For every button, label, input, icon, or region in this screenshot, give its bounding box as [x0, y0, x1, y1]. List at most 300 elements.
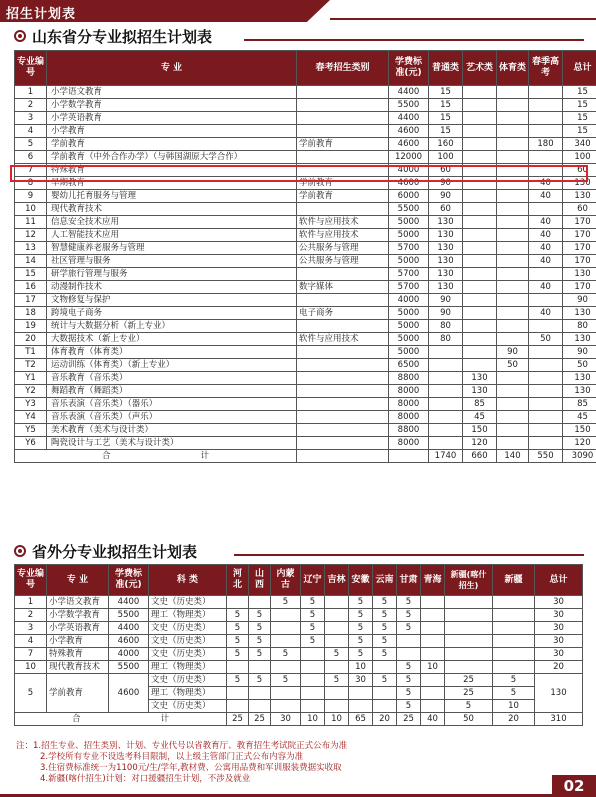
table-cell: 理工（物理类） [149, 661, 227, 674]
table-cell [421, 635, 445, 648]
table-cell [249, 687, 271, 700]
table-cell [373, 687, 397, 700]
note-line: 3.住宿费标准统一为1100元/生/学年,教材费、公寓用品费和军训服装费据实收取 [40, 763, 342, 773]
table-cell [325, 622, 349, 635]
table-cell: 15 [563, 125, 596, 138]
table-cell: 10 [15, 661, 47, 674]
table-cell [271, 609, 301, 622]
table-row [15, 242, 596, 255]
table-cell: 学前教育 [47, 138, 297, 151]
table-cell: 5 [373, 674, 397, 687]
col-header: 春考招生类别 [297, 51, 389, 86]
table-cell: 5 [397, 661, 421, 674]
table-cell: 170 [563, 216, 596, 229]
table-cell: 25 [445, 674, 493, 687]
table-cell [429, 411, 463, 424]
table-cell: 5 [271, 674, 301, 687]
table-cell [429, 385, 463, 398]
table-cell [529, 268, 563, 281]
table-cell: 小学数学教育 [47, 99, 297, 112]
table-row [15, 398, 596, 411]
table-cell [297, 372, 389, 385]
table-cell [529, 346, 563, 359]
table-row [15, 151, 596, 164]
table-cell: 社区管理与服务 [47, 255, 297, 268]
table-cell: 8000 [389, 398, 429, 411]
table-cell: 40 [529, 177, 563, 190]
table-cell: 170 [563, 229, 596, 242]
table-cell: 7 [15, 164, 47, 177]
table-row [15, 138, 596, 151]
table-cell [445, 596, 493, 609]
table-cell: 1 [15, 86, 47, 99]
table-cell [497, 229, 529, 242]
table-cell: 4 [15, 125, 47, 138]
table-cell: 5 [373, 596, 397, 609]
table-cell [529, 424, 563, 437]
table-cell: 40 [529, 307, 563, 320]
table-cell [497, 112, 529, 125]
table-cell [497, 190, 529, 203]
table-cell [271, 700, 301, 713]
col-header: 春季高考 [529, 51, 563, 86]
table-cell: 特殊教育 [47, 164, 297, 177]
table-cell: 130 [429, 281, 463, 294]
table-cell [497, 333, 529, 346]
table-cell: 5 [325, 648, 349, 661]
total-art: 660 [463, 450, 497, 463]
out-of-province-plan-table [14, 564, 583, 726]
table-cell: 信息安全技术应用 [47, 216, 297, 229]
table-cell: 4600 [109, 635, 149, 648]
table-cell: 130 [429, 216, 463, 229]
table-cell [497, 138, 529, 151]
col-header: 普通类 [429, 51, 463, 86]
table-cell: 文史（历史类） [149, 700, 227, 713]
table-cell: 130 [463, 385, 497, 398]
table-cell: 5 [373, 648, 397, 661]
table-cell [463, 190, 497, 203]
table-cell: 80 [563, 320, 596, 333]
table-cell: 50 [497, 359, 529, 372]
table-cell [463, 346, 497, 359]
col-header: 专 业 [47, 51, 297, 86]
table-cell [463, 359, 497, 372]
table-row [15, 307, 596, 320]
table-cell: 8000 [389, 411, 429, 424]
table-cell: Y3 [15, 398, 47, 411]
section1-heading [14, 26, 584, 46]
table-cell: 90 [429, 177, 463, 190]
table-cell [249, 700, 271, 713]
table-row [15, 112, 596, 125]
total-cell: 310 [535, 713, 583, 726]
table-cell: 8800 [389, 372, 429, 385]
bullet-icon [14, 30, 26, 42]
table-cell: 文物修复与保护 [47, 294, 297, 307]
col-header: 青海 [421, 565, 445, 596]
table-cell: 9 [15, 190, 47, 203]
table-cell [497, 437, 529, 450]
table-cell: 150 [563, 424, 596, 437]
table-cell [463, 112, 497, 125]
table-cell [349, 700, 373, 713]
table-cell [497, 268, 529, 281]
total-label: 合 计 [15, 450, 297, 463]
table-row [15, 359, 596, 372]
total-label: 合 计 [15, 713, 227, 726]
table-cell [497, 216, 529, 229]
table-cell: 170 [563, 255, 596, 268]
table-cell [421, 674, 445, 687]
table-cell: 文史（历史类） [149, 648, 227, 661]
table-cell: 8000 [389, 385, 429, 398]
col-header: 专业编号 [15, 51, 47, 86]
table-cell: 180 [529, 138, 563, 151]
table-cell: 5 [493, 674, 535, 687]
table-cell: 14 [15, 255, 47, 268]
table-cell [463, 138, 497, 151]
table-cell: 15 [563, 86, 596, 99]
table-cell [497, 320, 529, 333]
table-cell: 17 [15, 294, 47, 307]
table-row [15, 216, 596, 229]
notes [16, 741, 347, 785]
table-cell [529, 411, 563, 424]
table-cell: 陶瓷设计与工艺（美术与设计类） [47, 437, 297, 450]
table-cell [297, 86, 389, 99]
table-cell [493, 648, 535, 661]
table-cell: 6000 [389, 190, 429, 203]
table-cell [529, 86, 563, 99]
table-cell: 8000 [389, 437, 429, 450]
table-cell: 130 [563, 190, 596, 203]
col-header: 学费标准(元) [109, 565, 149, 596]
table-cell: 文史（历史类） [149, 635, 227, 648]
table-cell: 8800 [389, 424, 429, 437]
table-cell: 100 [429, 151, 463, 164]
table-row [15, 268, 596, 281]
table-cell: 5500 [389, 99, 429, 112]
table-cell: 5 [325, 674, 349, 687]
table-cell: 130 [563, 385, 596, 398]
table-cell: 30 [535, 635, 583, 648]
table-cell: 人工智能技术应用 [47, 229, 297, 242]
table-cell [463, 216, 497, 229]
table-cell: 130 [563, 268, 596, 281]
table-cell [297, 450, 389, 463]
table-cell: Y1 [15, 372, 47, 385]
table-cell [271, 661, 301, 674]
table-cell: 5000 [389, 346, 429, 359]
table-cell [325, 596, 349, 609]
header-rule [330, 18, 596, 20]
table-cell: T2 [15, 359, 47, 372]
table-cell: 学前教育（中外合作办学）（与韩国湖原大学合作） [47, 151, 297, 164]
total-cell: 25 [397, 713, 421, 726]
table-cell: 10 [493, 700, 535, 713]
table-cell [463, 86, 497, 99]
table-cell: 4400 [109, 622, 149, 635]
table-cell [529, 372, 563, 385]
table-cell: 1 [15, 596, 47, 609]
table-row [15, 411, 596, 424]
table-cell [497, 281, 529, 294]
table-cell [463, 255, 497, 268]
col-header: 总计 [535, 565, 583, 596]
table-cell: 5000 [389, 255, 429, 268]
table-cell: 5 [397, 687, 421, 700]
table-cell: 小学英语教育 [47, 622, 109, 635]
table-cell: 5 [301, 609, 325, 622]
table-cell: 软件与应用技术 [297, 229, 389, 242]
table-row [15, 229, 596, 242]
table-cell: 5 [397, 674, 421, 687]
table-cell: 2 [15, 609, 47, 622]
table-cell: 5 [271, 648, 301, 661]
table-cell: 45 [463, 411, 497, 424]
col-header: 总计 [563, 51, 596, 86]
total-cell: 20 [493, 713, 535, 726]
table-cell: 90 [429, 190, 463, 203]
table-cell: 85 [463, 398, 497, 411]
table-cell: 5 [397, 622, 421, 635]
table-cell: 软件与应用技术 [297, 216, 389, 229]
table-cell [325, 635, 349, 648]
table-cell [297, 385, 389, 398]
table-cell [429, 359, 463, 372]
table-cell: 90 [429, 307, 463, 320]
table-cell [497, 424, 529, 437]
table-row [15, 372, 596, 385]
table-cell: 现代教育技术 [47, 661, 109, 674]
table-cell: 30 [535, 596, 583, 609]
table-cell: 130 [563, 372, 596, 385]
table-cell: 15 [429, 112, 463, 125]
table-cell: 160 [429, 138, 463, 151]
section2-title: 省外分专业拟招生计划表 [32, 542, 198, 561]
total-general: 1740 [429, 450, 463, 463]
table-cell: 15 [429, 125, 463, 138]
table-cell: 340 [563, 138, 596, 151]
note-line: 2.学校所有专业不设选考科目限制，以上级主管部门正式公布内容为准 [40, 752, 304, 762]
table-cell: 40 [529, 190, 563, 203]
table-cell: 11 [15, 216, 47, 229]
table-cell [497, 255, 529, 268]
table-row [15, 99, 596, 112]
table-cell [463, 125, 497, 138]
page-header [0, 0, 596, 22]
table-cell: 小学语文教育 [47, 596, 109, 609]
table-cell [493, 609, 535, 622]
table-cell: 50 [563, 359, 596, 372]
col-header: 安徽 [349, 565, 373, 596]
table-cell: 学前教育 [297, 177, 389, 190]
table-cell [445, 622, 493, 635]
table-cell: 美术教育（美术与设计类） [47, 424, 297, 437]
table-cell: 15 [429, 86, 463, 99]
table-cell: 5 [249, 674, 271, 687]
page-number: 02 [552, 775, 596, 797]
table-cell [493, 622, 535, 635]
table-cell: 15 [563, 99, 596, 112]
table-cell: 60 [563, 203, 596, 216]
table-cell: 8 [15, 177, 47, 190]
table-cell: 10 [421, 661, 445, 674]
table-cell: 5 [397, 596, 421, 609]
table-row [15, 125, 596, 138]
table-cell [529, 151, 563, 164]
table-cell [529, 112, 563, 125]
table-cell: 19 [15, 320, 47, 333]
table-cell: 小学数学教育 [47, 609, 109, 622]
table-cell [463, 242, 497, 255]
table-cell: 体育教育（体育类） [47, 346, 297, 359]
table-cell: 40 [529, 255, 563, 268]
table-cell [497, 294, 529, 307]
table-cell: 5 [15, 138, 47, 151]
table-cell: 90 [497, 346, 529, 359]
total-cell: 65 [349, 713, 373, 726]
col-header: 科 类 [149, 565, 227, 596]
table-cell: 5 [301, 596, 325, 609]
table-cell: 30 [349, 674, 373, 687]
table-cell: 4600 [389, 177, 429, 190]
table-cell [297, 294, 389, 307]
table-cell: 特殊教育 [47, 648, 109, 661]
table-cell: 小学教育 [47, 125, 297, 138]
table-cell: 80 [429, 333, 463, 346]
table-cell: 舞蹈教育（舞蹈类） [47, 385, 297, 398]
table-cell: 4 [15, 635, 47, 648]
table-cell: 60 [563, 164, 596, 177]
table-cell [373, 661, 397, 674]
table-cell: 音乐教育（音乐类） [47, 372, 297, 385]
table-cell [529, 398, 563, 411]
table-cell: 45 [563, 411, 596, 424]
table-cell: 2 [15, 99, 47, 112]
table-cell: 5000 [389, 320, 429, 333]
table-cell: 5 [397, 700, 421, 713]
table-cell: 5 [227, 635, 249, 648]
table-row [15, 385, 596, 398]
col-header: 河北 [227, 565, 249, 596]
table-cell: 30 [535, 609, 583, 622]
shandong-plan-table [14, 50, 596, 463]
table-cell: 5000 [389, 333, 429, 346]
table-cell: 130 [429, 229, 463, 242]
total-cell: 40 [421, 713, 445, 726]
table-cell: 电子商务 [297, 307, 389, 320]
table-cell: 25 [445, 687, 493, 700]
table-cell: 5 [349, 635, 373, 648]
table-cell: 5 [349, 596, 373, 609]
section1-title: 山东省分专业拟招生计划表 [32, 27, 213, 46]
table-cell [301, 700, 325, 713]
table-cell: 软件与应用技术 [297, 333, 389, 346]
col-header: 新疆(喀什招生) [445, 565, 493, 596]
table-cell: 4600 [389, 138, 429, 151]
total-sum: 3090 [563, 450, 596, 463]
table-cell: 5500 [109, 609, 149, 622]
table-cell: 5 [373, 622, 397, 635]
table-row [15, 294, 596, 307]
table-cell: 130 [429, 242, 463, 255]
table-cell: T1 [15, 346, 47, 359]
table-cell: 4400 [389, 86, 429, 99]
table-cell: 100 [563, 151, 596, 164]
table-cell [497, 372, 529, 385]
table-cell [463, 333, 497, 346]
table-row [15, 661, 583, 674]
table-cell: 3 [15, 112, 47, 125]
table-row [15, 596, 583, 609]
table-cell: 12000 [389, 151, 429, 164]
table-cell [463, 229, 497, 242]
table-cell: 早期教育 [47, 177, 297, 190]
table-cell: 15 [563, 112, 596, 125]
table-cell [227, 661, 249, 674]
table-cell: 18 [15, 307, 47, 320]
table-cell [271, 622, 301, 635]
table-cell [389, 450, 429, 463]
table-cell: 理工（物理类） [149, 687, 227, 700]
table-cell: 80 [429, 320, 463, 333]
table-cell [249, 596, 271, 609]
table-cell [497, 307, 529, 320]
table-cell: 5500 [389, 203, 429, 216]
table-cell: 50 [529, 333, 563, 346]
table-cell [497, 125, 529, 138]
table-cell: 5 [227, 674, 249, 687]
table-cell [227, 700, 249, 713]
table-cell [497, 203, 529, 216]
table-cell: 20 [535, 661, 583, 674]
highlight-row-6 [10, 165, 588, 182]
table-cell: 13 [15, 242, 47, 255]
table-cell [325, 687, 349, 700]
table-row [15, 320, 596, 333]
note-line: 4.新疆(喀什招生)计划：对口援疆招生计划，不涉及就业 [40, 774, 251, 784]
table-cell: 130 [563, 307, 596, 320]
table-row [15, 190, 596, 203]
table-cell: 120 [463, 437, 497, 450]
table-cell: 智慧健康养老服务与管理 [47, 242, 297, 255]
col-header: 体育类 [497, 51, 529, 86]
table-cell: 运动训练（体育类）（新上专业） [47, 359, 297, 372]
table-cell: 7 [15, 648, 47, 661]
total-cell: 10 [301, 713, 325, 726]
table-cell [325, 700, 349, 713]
table-cell: 5000 [389, 229, 429, 242]
table-cell [463, 294, 497, 307]
table-cell: 5000 [389, 307, 429, 320]
table-cell: 10 [349, 661, 373, 674]
table-cell: 15 [429, 99, 463, 112]
table-cell: 5 [249, 609, 271, 622]
table-cell [271, 635, 301, 648]
table-cell [301, 674, 325, 687]
table-cell [529, 385, 563, 398]
col-header: 内蒙古 [271, 565, 301, 596]
table-cell: 5 [271, 596, 301, 609]
table-cell: 5 [349, 622, 373, 635]
table-cell [529, 99, 563, 112]
table-cell [429, 437, 463, 450]
table-cell [421, 596, 445, 609]
table-cell [529, 203, 563, 216]
table-row [15, 333, 596, 346]
